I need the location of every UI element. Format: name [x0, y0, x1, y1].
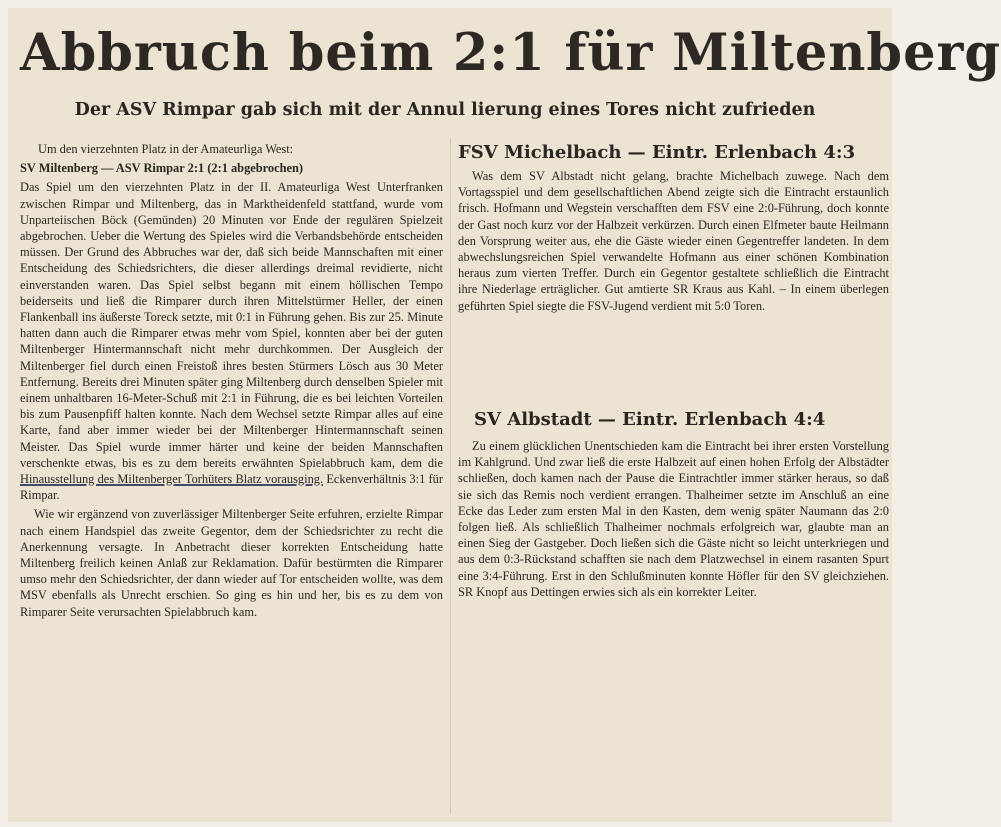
match-heading-michelbach: FSV Michelbach — Eintr. Erlenbach 4:3	[458, 142, 856, 163]
michelbach-report	[458, 168, 889, 314]
headline: Abbruch beim 2:1 für Miltenberg	[20, 23, 1001, 83]
match-result-line: SV Miltenberg — ASV Rimpar 2:1 (2:1 abgebrochen)	[20, 161, 304, 176]
report-paragraph-1	[20, 179, 443, 503]
report-text-a: Das Spiel um den vierzehnten Platz in der II. Amateurliga West Unterfranken zwischen Rimpar und Miltenberg, das in Marktheidenfeld stattfand, wurde vom Unparteiischen Böck (Gemünden) 20 Minuten vor Ende der regulären Spielzeit abgebrochen. Ueber die Wertung des Spieles wird die Verbandsbehörde entscheiden müssen. Der Grund des Abbruches war der, daß sich beide Mannschaften mit einer Entscheidung des Schiedsrichters, die dieser allerdings dreimal revidierte, nicht einverstanden waren. Das Spiel selbst begann mit einem höllischen Tempo beiderseits und ließ die Rimparer durch ihren Mittelstürmer Heller, der einen Flankenball ins äußerste Toreck setzte, mit 0:1 in Führung gehen. Bis zur 25. Minute hatten dann auch die Rimparer etwas mehr vom Spiel, konnten aber bei der guten Miltenberger Hintermannschaft nicht mehr durchkommen. Der Ausgleich der Miltenberger fiel durch einen Freistoß ihres besten Stürmers Lösch aus 30 Meter Entfernung. Bereits drei Minuten später ging Miltenberg durch denselben Spieler mit einem unhaltbaren 16-Meter-Schuß mit 2:1 in Führung, die es bei leichten Vorteilen bis zum Pausenpfiff halten konnte. Nach dem Wechsel setzte Rimpar alles auf eine Karte, fand aber immer wieder bei der Miltenberger Hintermannschaft seinen Meister. Das Spiel wurde immer härter und keine der beiden Mannschaften verschenkte etwas, bis es zu dem bereits erwähnten Spielabbruch kam, dem die	[20, 180, 443, 470]
match-heading-albstadt: SV Albstadt — Eintr. Erlenbach 4:4	[474, 409, 826, 430]
underlined-passage: Hinausstellung des Miltenberger Torhüters Blatz vorausging.	[20, 472, 324, 487]
report-text-b: Eckenverhältnis 3:1 für Rimpar.	[20, 472, 443, 503]
league-intro: Um den vierzehnten Platz in der Amateurliga West:	[38, 142, 294, 156]
michelbach-paragraph: Was dem SV Albstadt nicht gelang, brachte Michelbach zuwege. Nach dem Vortagsspiel und dem gesellschaftlichen Abend zeigte sich die Eintracht erstaunlich frisch. Hofmann und Wegstein verschafften dem FSV eine 2:0-Führung, doch konnte der Gast noch kurz vor der Halbzeit verkürzen. Durch einen Elfmeter baute Heilmann den Vorsprung weiter aus, ehe die Gäste wieder einen Gegentreffer landeten. In dem abwechslungsreichen Spiel verwandelte Hofmann aus einer schönen Kombination heraus zum vierten Treffer. Durch ein Gegentor gestaltete schließlich die Eintracht ihre Niederlage erträglicher. Gut amtierte SR Kraus aus Kahl. – In einem überlegen geführten Spiel siegte die FSV-Jugend verdient mit 5:0 Toren.	[458, 169, 889, 313]
report-paragraph-2: Wie wir ergänzend von zuverlässiger Miltenberger Seite erfuhren, erzielte Rimpar nach einem Handspiel das zweite Gegentor, dem der Schiedsrichter zu recht die Anerkennung versagte. In Anbetracht dieser korrekten Entscheidung hatte Miltenberg freilich keinen Anlaß zur Reklamation. Dafür bestürmten die Rimparer umso mehr den Schiedsrichter, der dann wieder auf Tor entscheiden wollte, was dem MSV ebenfalls als Unrecht erschien. So ging es hin und her, bis es zu dem von Rimparer Seite verursachten Spielabbruch kam.	[20, 507, 443, 619]
column-divider	[450, 138, 451, 814]
albstadt-report	[458, 438, 889, 600]
subheadline: Der ASV Rimpar gab sich mit der Annul lierung eines Tores nicht zufrieden	[74, 100, 816, 120]
article-left-column	[20, 141, 443, 620]
albstadt-paragraph: Zu einem glücklichen Unentschieden kam die Eintracht bei ihrer ersten Vorstellung im Kahlgrund. Und zwar ließ die erste Halbzeit auf einen hohen Erfolg der Albstädter schließen, doch kamen nach der Pause die Eintrachtler immer stärker heraus, so daß sie sich das Remis noch verdient errangen. Thalheimer setzte im Anschluß an eine Ecke das Leder zum ersten Mal in den Kasten, dem wenig später Naumann das 2:0 folgen ließ. Als schließlich Thalheimer nochmals erfolgreich war, glaubte man an einen Sieg der Gastgeber. Doch ließen sich die Gäste nicht so leicht unterkriegen und aus dem 0:3-Rückstand schafften sie nach dem Platzwechsel in einem rasanten Spurt eine 3:4-Führung. Erst in den Schlußminuten konnte Höfler für den SV gleichziehen. SR Knopf aus Dettingen erwies sich als ein korrekter Leiter.	[458, 439, 889, 599]
